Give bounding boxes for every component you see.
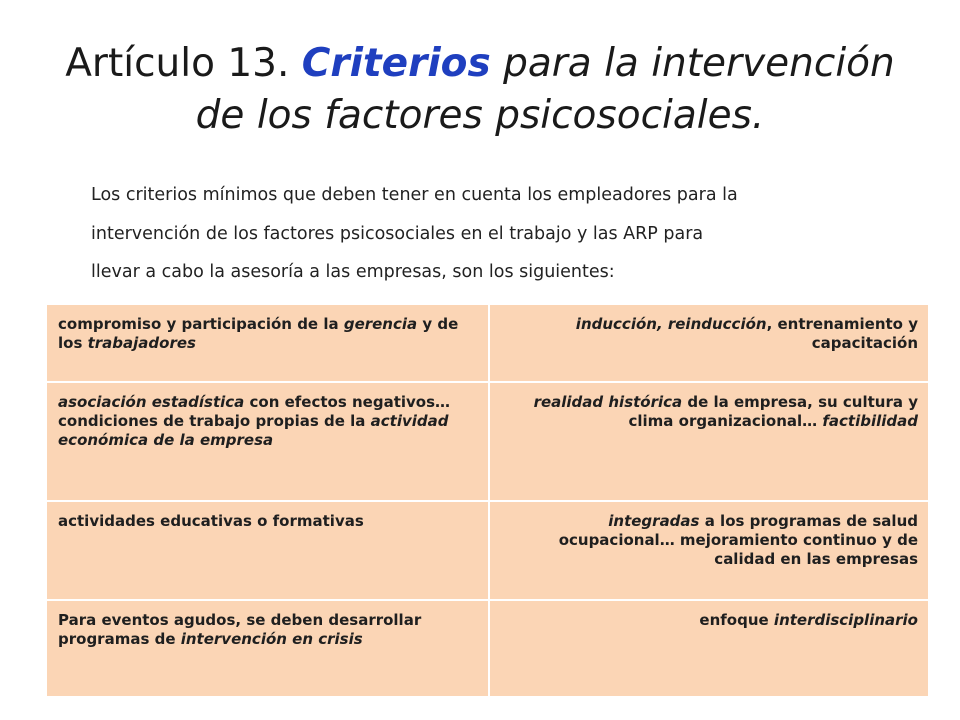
cell-text-italic: actividad económica de la empresa bbox=[58, 412, 449, 449]
table-cell-left bbox=[46, 382, 489, 501]
cell-text: enfoque bbox=[699, 611, 774, 629]
table-cell-right bbox=[489, 501, 929, 600]
cell-text: compromiso y participación de la bbox=[58, 315, 344, 333]
slide-title bbox=[0, 38, 960, 142]
cell-text-italic: gerencia bbox=[343, 315, 418, 333]
intro-line1: Los criterios mínimos que deben tener en cuenta los empleadores para la bbox=[91, 185, 738, 205]
cell-text-italic: intervención en crisis bbox=[180, 630, 363, 648]
cell-text-italic: interdisciplinario bbox=[773, 611, 918, 629]
table-cell-right bbox=[489, 600, 929, 697]
title-prefix: Artículo 13. bbox=[65, 41, 302, 86]
table-row bbox=[46, 382, 929, 501]
intro-paragraph bbox=[91, 176, 891, 292]
table-cell-right bbox=[489, 382, 929, 501]
criteria-table bbox=[45, 303, 930, 698]
cell-text: y de los bbox=[58, 315, 459, 352]
cell-text-italic: inducción, reinducción bbox=[575, 315, 767, 333]
title-rest-line1: para la intervención bbox=[490, 41, 895, 86]
table-cell-left bbox=[46, 304, 489, 382]
cell-text: de la empresa, su cultura y clima organizacional… bbox=[628, 393, 918, 430]
table-row bbox=[46, 600, 929, 697]
cell-text: , entrenamiento y capacitación bbox=[766, 315, 918, 352]
intro-line2: intervención de los factores psicosociales en el trabajo y las ARP para bbox=[91, 223, 704, 244]
cell-text-italic: trabajadores bbox=[87, 334, 196, 352]
table-row bbox=[46, 501, 929, 600]
cell-text-italic: realidad histórica bbox=[533, 393, 683, 411]
table-cell-right bbox=[489, 304, 929, 382]
cell-text: Para eventos agudos, se deben desarrollar programas de bbox=[58, 611, 422, 648]
intro-line3: llevar a cabo la asesoría a las empresas, son los siguientes: bbox=[91, 262, 615, 282]
table-cell-left bbox=[46, 501, 489, 600]
cell-text: actividades educativas o formativas bbox=[58, 512, 364, 530]
table-row bbox=[46, 304, 929, 382]
cell-text-italic: asociación estadística bbox=[58, 393, 245, 411]
cell-text: a los programas de salud ocupacional… mejoramiento continuo y de calidad en las empresas bbox=[558, 512, 918, 568]
table-cell-left bbox=[46, 600, 489, 697]
title-keyword: Criterios bbox=[301, 41, 491, 86]
cell-text-italic: factibilidad bbox=[822, 412, 918, 430]
title-line2: de los factores psicosociales. bbox=[195, 93, 765, 138]
cell-text: con efectos negativos… condiciones de trabajo propias de la bbox=[58, 393, 451, 430]
cell-text-italic: integradas bbox=[608, 512, 700, 530]
